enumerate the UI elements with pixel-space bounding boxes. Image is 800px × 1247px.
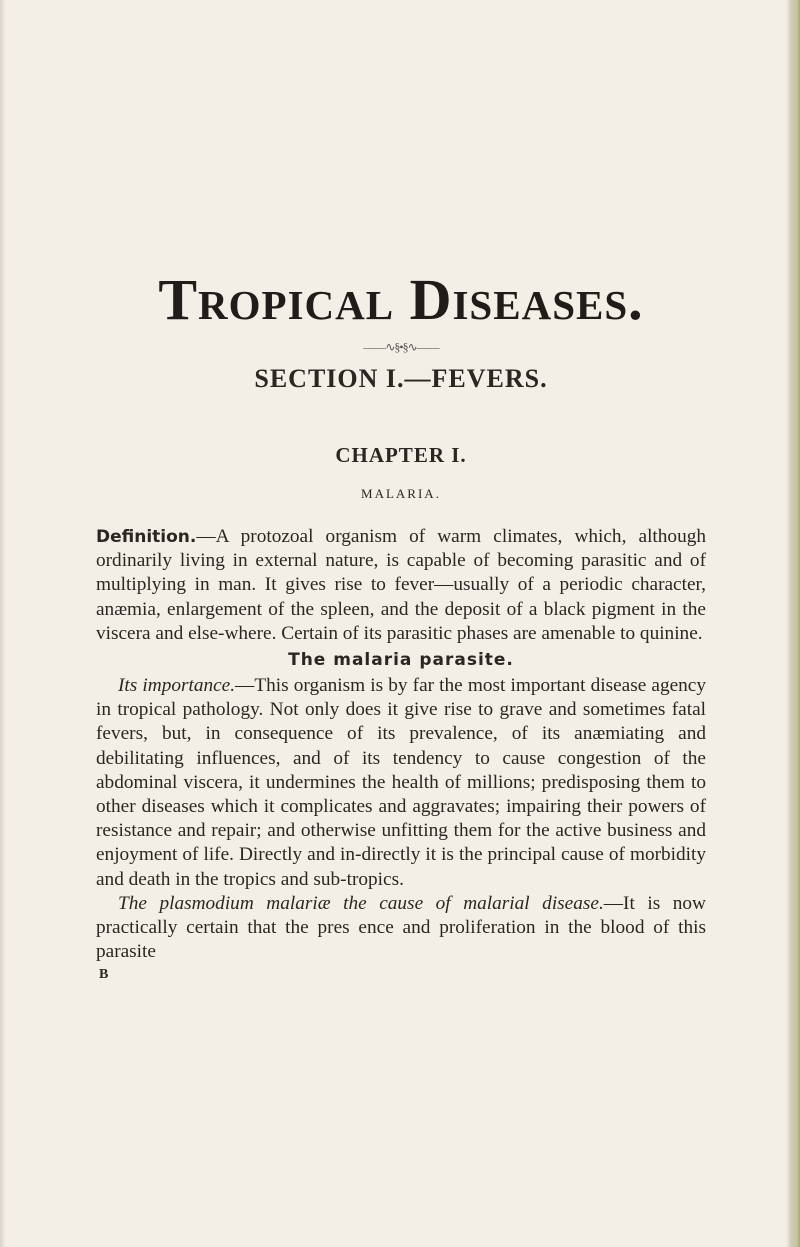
definition-paragraph <box>96 525 706 646</box>
book-title: Tropical Diseases. <box>158 267 644 332</box>
ornament-divider: ——∿§•§∿—— <box>363 340 439 354</box>
definition-body: —A protozoal organism of warm climates, which, although ordinarily living in external nature, is capable of becoming parasitic and of multiplying in man. It gives rise to fever—usually of a periodic character, anæmia, enlargement of the spleen, and the deposit of a black pigment in the viscera and else-where. Certain of its parasitic phases are amenable to quinine. <box>96 526 706 644</box>
book-page <box>96 267 706 984</box>
definition-lead: Definition. <box>96 527 197 547</box>
page-edge-left <box>0 0 6 1247</box>
plasmodium-lead: The plasmodium malariæ the cause of malarial disease. <box>118 892 604 914</box>
signature-mark: B <box>99 967 109 983</box>
chapter-subtitle: MALARIA. <box>361 486 441 501</box>
section-heading: SECTION I.—FEVERS. <box>254 364 548 393</box>
importance-body: —This organism is by far the most important disease agency in tropical pathology. Not only does it give rise to grave and sometimes fatal fevers, but, in consequence of its prevalence, of its anæmiating and debilitating influences, and of its tendency to cause congestion of the abdominal viscera, it undermines the health of millions; predisposing them to other diseases which it complicates and aggravates; impairing their powers of resistance and repair; and otherwise unfitting them for the active business and enjoyment of life. Directly and in-directly it is the principal cause of morbidity and death in the tropics and sub-tropics. <box>96 675 706 890</box>
importance-lead: Its importance. <box>118 675 236 697</box>
plasmodium-paragraph <box>96 892 706 965</box>
plasmodium-body: —It is now practically certain that the pres ence and proliferation in the blood of this parasite <box>96 892 706 963</box>
parasite-subheading: The malaria parasite. <box>288 650 514 671</box>
page-edge-right <box>786 0 800 1247</box>
importance-paragraph <box>96 674 706 892</box>
chapter-heading: CHAPTER I. <box>335 443 467 467</box>
